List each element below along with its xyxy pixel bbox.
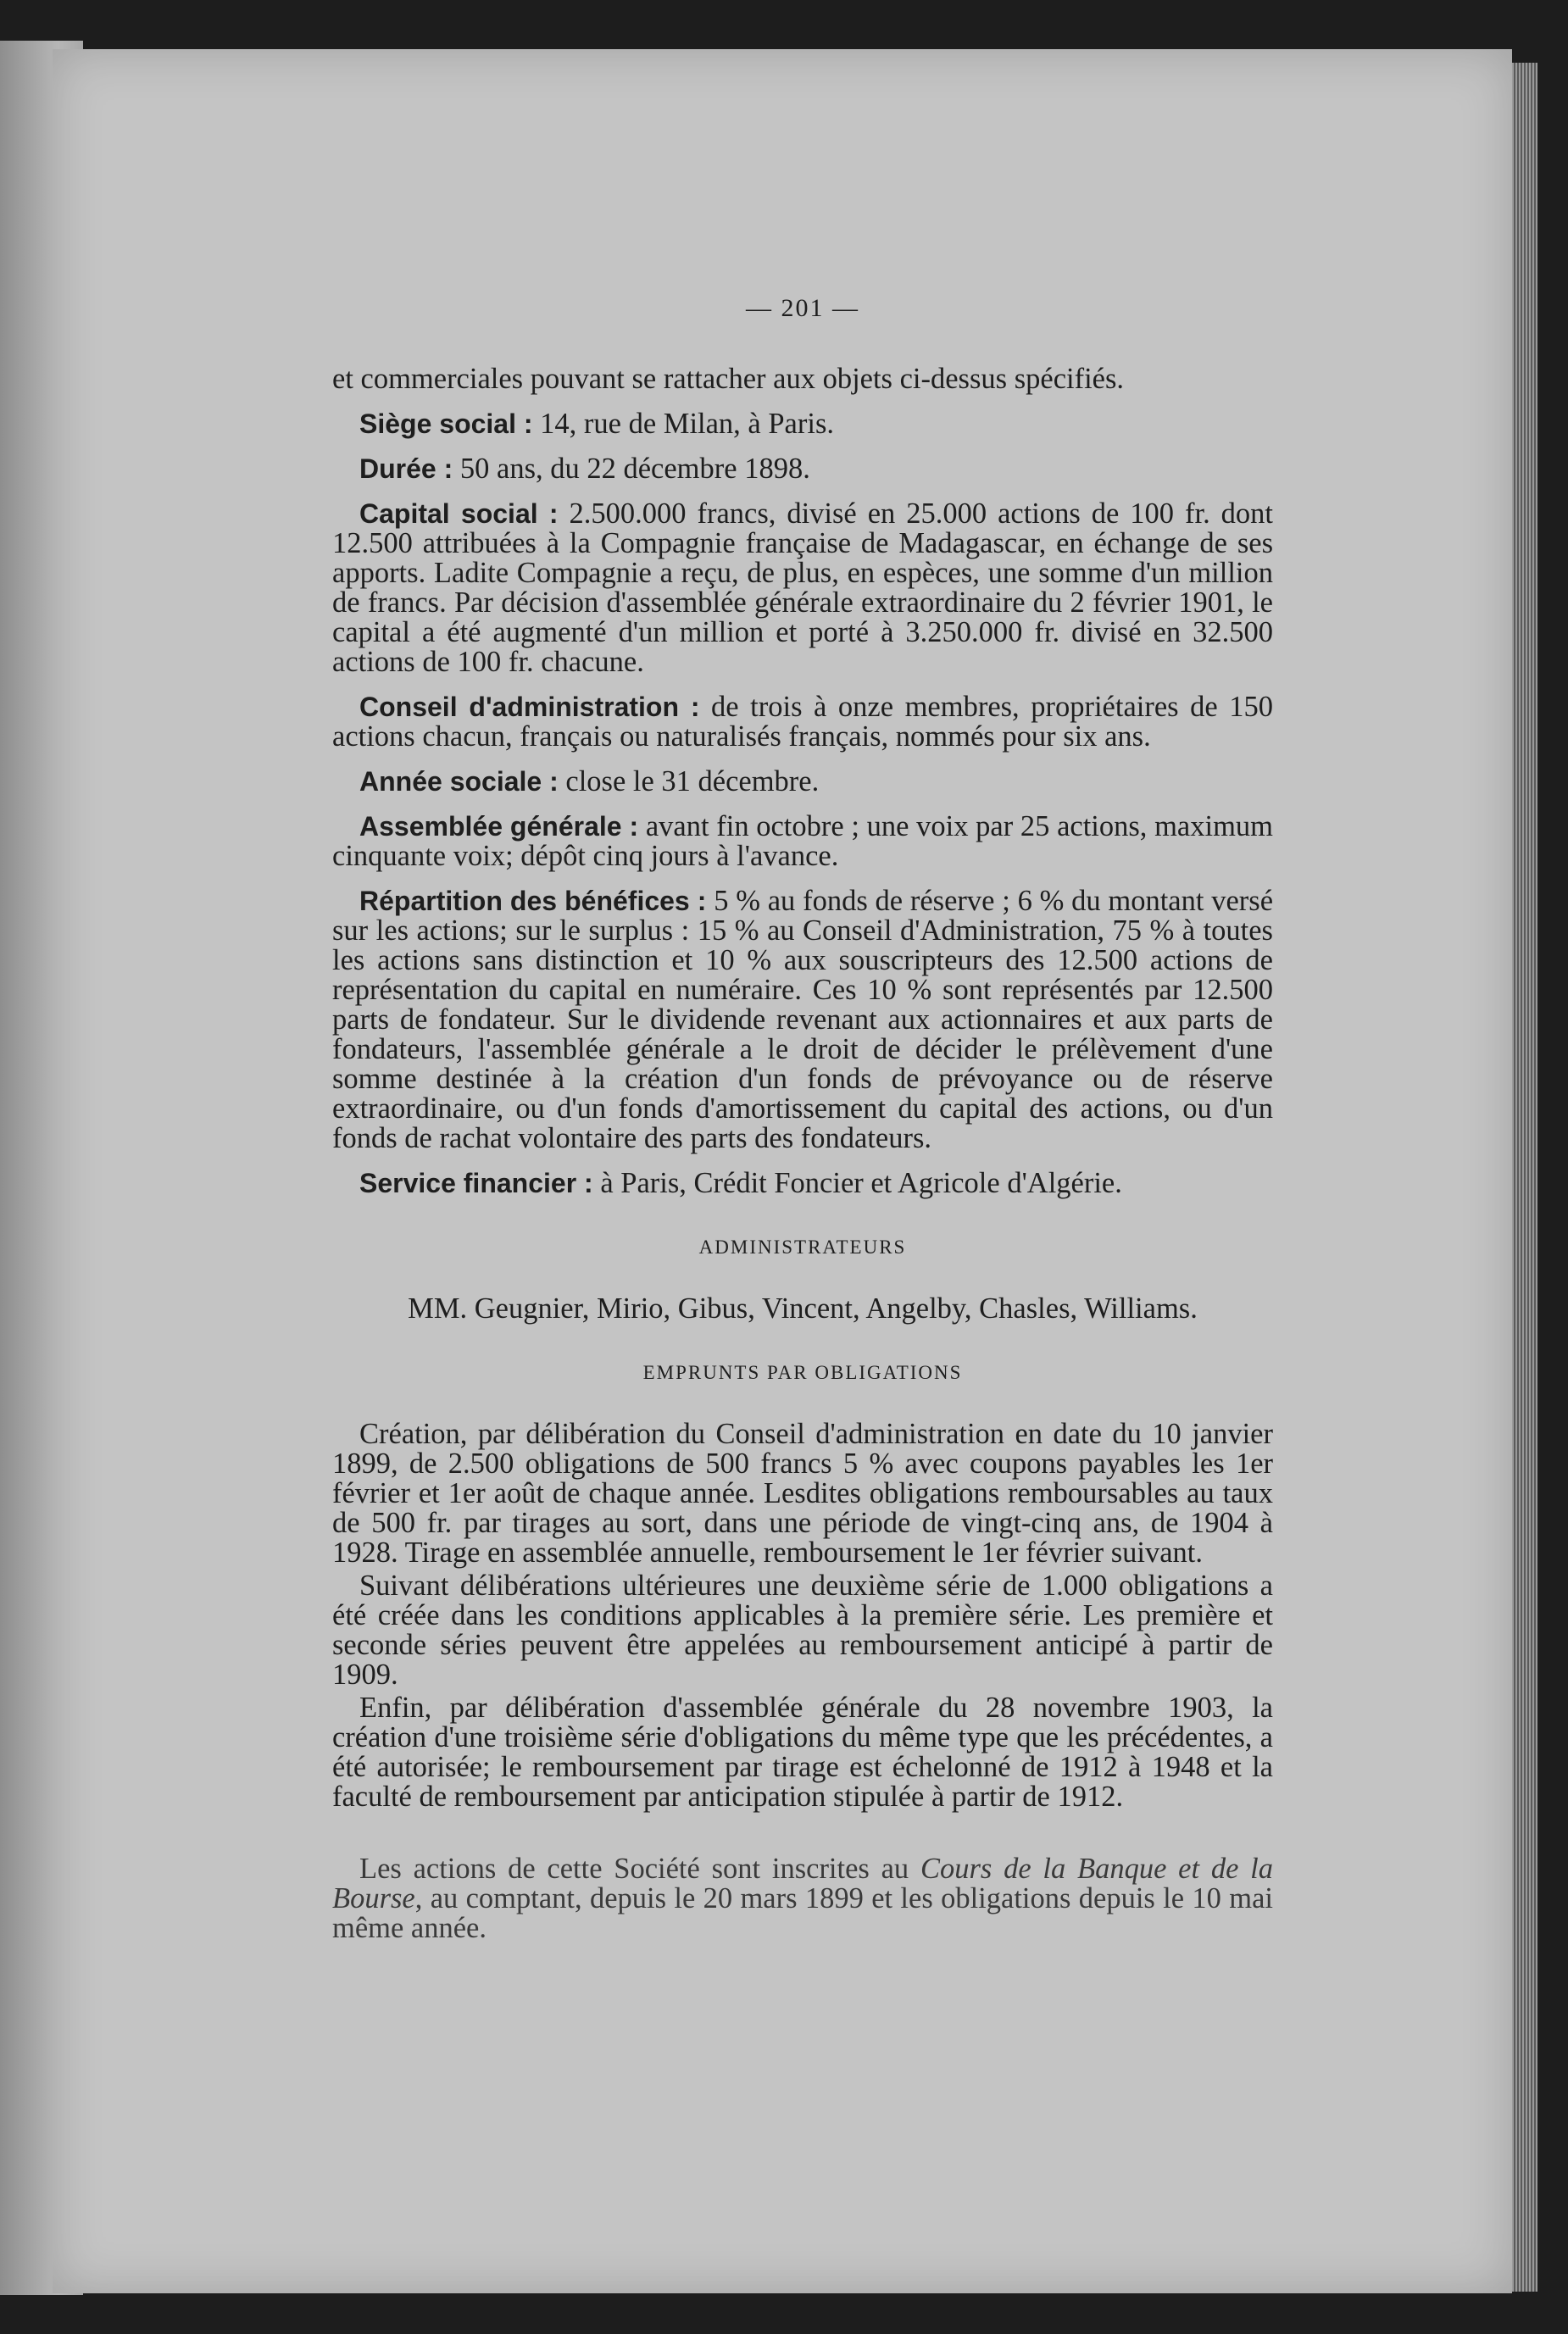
entry-text: 50 ans, du 22 décembre 1898.	[453, 453, 810, 485]
administrateurs-heading: ADMINISTRATEURS	[698, 1236, 907, 1258]
note-italic: Cours de la Banque et de la Bourse	[332, 1853, 1273, 1914]
cote-note	[332, 1854, 1273, 1943]
emprunt-paragraph: Suivant délibérations ultérieures une deuxième série de 1.000 obligations a été créée dans les conditions applicables à la première série. Les première et seconde séries peuvent être appelées au remboursement anticipé à partir de 1909.	[332, 1570, 1273, 1691]
emprunts-heading: EMPRUNTS PAR OBLIGATIONS	[642, 1362, 963, 1383]
entry-assemblee-generale	[332, 812, 1273, 871]
emprunt-paragraph: Enfin, par délibération d'assemblée générale du 28 novembre 1903, la création d'une troisième série d'obligations du même type que les précédentes, a été autorisée; le remboursement par tirage est échelonné de 1912 à 1948 et la faculté de remboursement par anticipation stipulée à partir de 1912.	[332, 1692, 1273, 1813]
emprunts-section	[332, 1420, 1273, 1812]
page-stack-edge	[1512, 63, 1537, 2292]
entry-duree	[332, 454, 1273, 484]
entry-repartition-benefices	[332, 886, 1273, 1153]
entry-label: Service financier :	[359, 1168, 593, 1198]
emprunt-paragraph: Création, par délibération du Conseil d'administration en date du 10 janvier 1899, de 2.500 obligations de 500 francs 5 % avec coupons payables les 1er février et 1er août de chaque année. Lesdites obligations remboursables au taux de 500 fr. par tirages au sort, dans une période de vingt-cinq ans, de 1904 à 1928. Tirage en assemblée annuelle, remboursement le 1er février suivant.	[332, 1418, 1273, 1569]
entry-label: Durée :	[359, 453, 453, 484]
lead-line: et commerciales pouvant se rattacher aux objets ci-dessus spécifiés.	[332, 363, 1125, 395]
entry-text: à Paris, Crédit Foncier et Agricole d'Algérie.	[592, 1167, 1122, 1199]
entry-text: 2.500.000 francs, divisé en 25.000 actions de 100 fr. dont 12.500 attribuées à la Compagnie française de Madagascar, en échange de ses apports. Ladite Compagnie a reçu, de plus, en espèces, une somme d'un million de francs. Par décision d'assemblée générale extraordinaire du 2 février 1901, le capital a été augmenté d'un million et porté à 3.250.000 fr. divisé en 32.500 actions de 100 fr. chacune.	[332, 497, 1273, 678]
book-page	[53, 49, 1512, 2293]
page-number: — 201 —	[746, 294, 859, 322]
entry-text: 14, rue de Milan, à Paris.	[532, 408, 834, 440]
entry-label: Siège social :	[359, 408, 533, 439]
entry-capital-social	[332, 499, 1273, 677]
entry-conseil-administration	[332, 692, 1273, 752]
entry-annee-sociale	[332, 767, 1273, 797]
entry-text: close le 31 décembre.	[558, 765, 820, 797]
administrateurs-names: MM. Geugnier, Mirio, Gibus, Vincent, Angelby, Chasles, Williams.	[408, 1292, 1198, 1325]
entry-label: Conseil d'administration :	[359, 692, 700, 722]
entry-label: Assemblée générale :	[359, 811, 639, 842]
entry-text: 5 % au fonds de réserve ; 6 % du montant versé sur les actions; sur le surplus : 15 % au Conseil d'Administration, 75 % à toutes les actions sans distinction et 10 % aux souscripteurs des 12.500 actions de représentation du capital en numéraire. Ces 10 % sont représentés par 12.500 parts de fondateur. Sur le dividende revenant aux actionnaires et aux parts de fondateurs, l'assemblée générale a le droit de décider le prélèvement d'une somme destinée à la création d'un fonds de prévoyance ou de réserve extraordinaire, ou d'un fonds d'amortissement du capital des actions, ou d'un fonds de rachat volontaire des parts des fondateurs.	[332, 885, 1274, 1154]
entry-text: avant fin octobre ; une voix par 25 actions, maximum cinquante voix; dépôt cinq jours à l'avance.	[332, 810, 1274, 872]
entry-text: de trois à onze membres, propriétaires de 150 actions chacun, français ou naturalisés français, nommés pour six ans.	[332, 691, 1273, 753]
entry-service-financier	[332, 1169, 1273, 1198]
note-text-end: , au comptant, depuis le 20 mars 1899 et les obligations depuis le 10 mai même année.	[332, 1882, 1273, 1944]
note-text: Les actions de cette Société sont inscrites au	[359, 1853, 920, 1885]
page-body	[332, 364, 1273, 1959]
entry-siege-social	[332, 409, 1273, 439]
entry-label: Capital social :	[359, 498, 559, 529]
entry-label: Répartition des bénéfices :	[359, 886, 707, 916]
entry-label: Année sociale :	[359, 766, 559, 797]
